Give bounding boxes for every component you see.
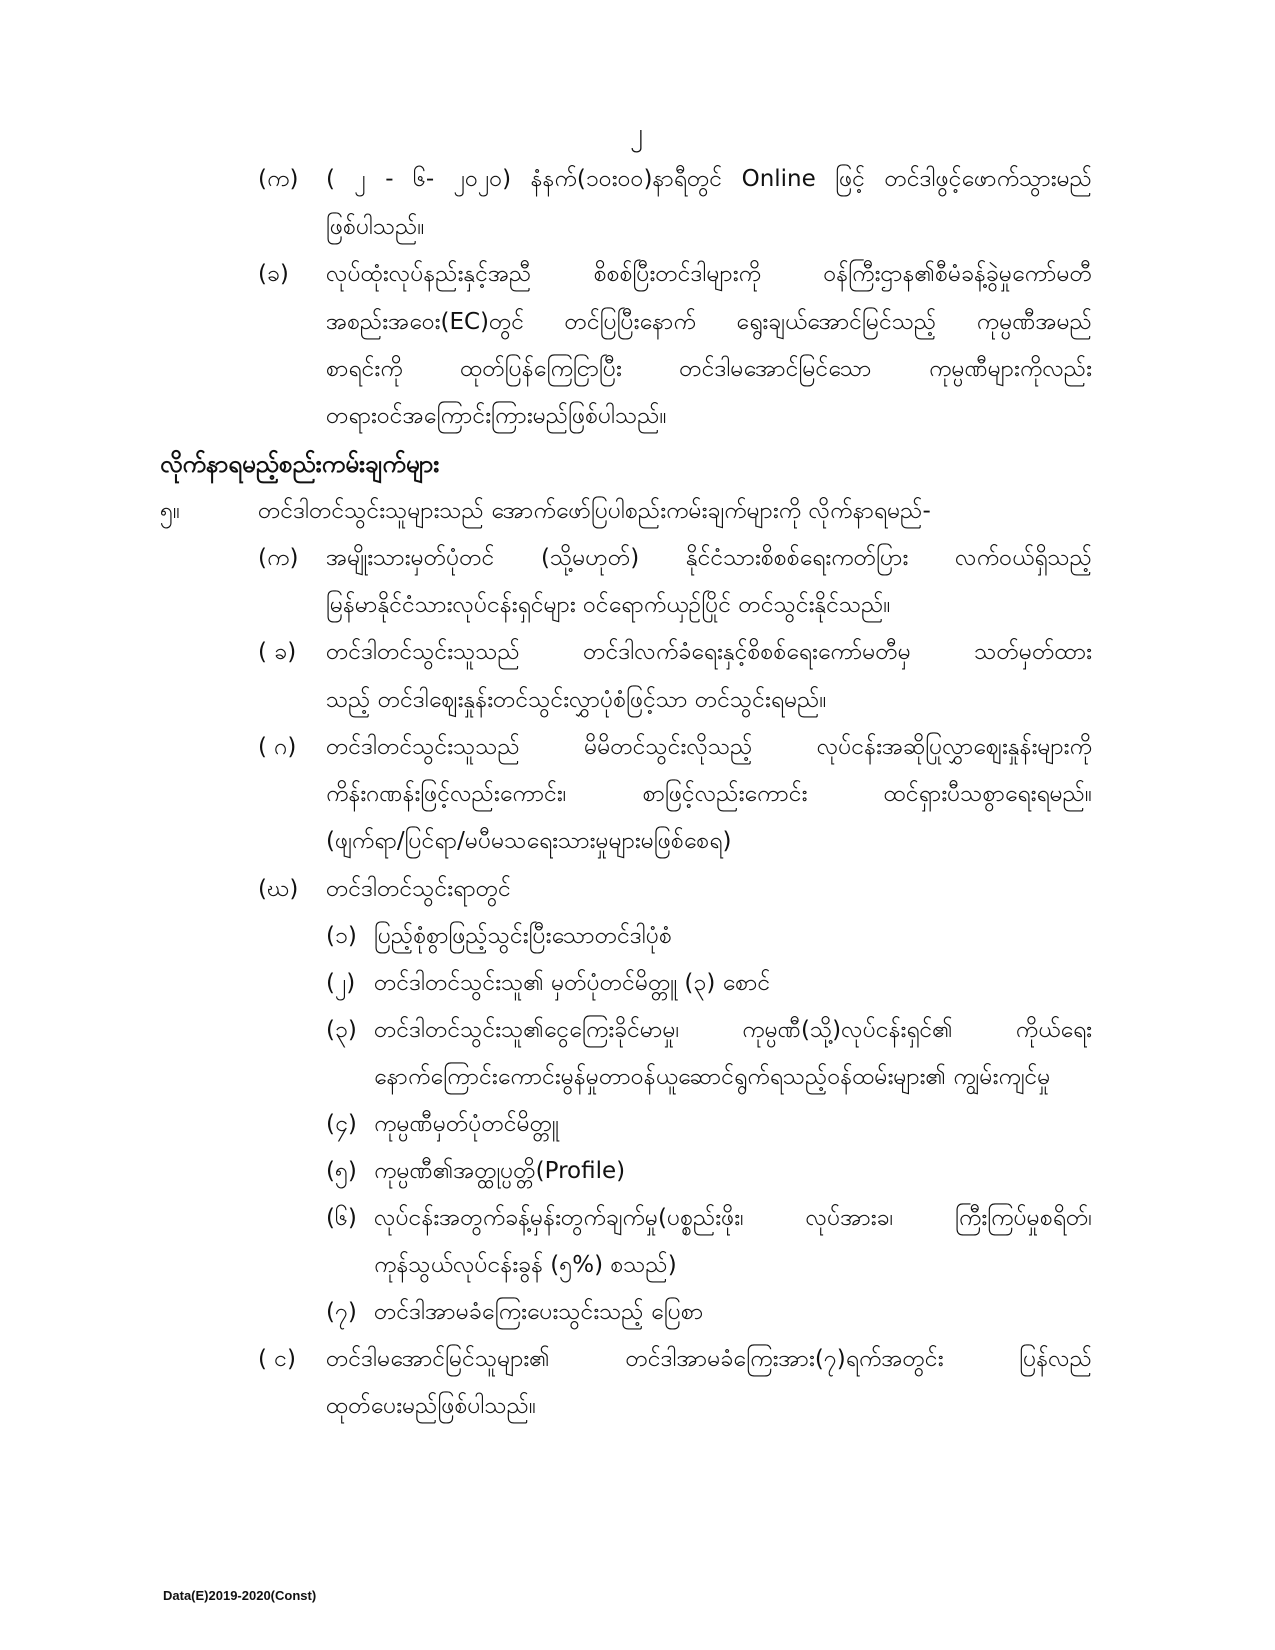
list-item: တင်ဒါတင်သွင်းသူ၏ငွေကြေးခိုင်မာမှု၊ ကုမ္ပဏီ(သို့)လုပ်ငန်းရှင်၏ ကိုယ်ရေး xyxy=(374,1017,1092,1043)
item-label-ka: (က) xyxy=(258,545,299,571)
paragraph-line: ဖြစ်ပါသည်။ xyxy=(326,214,425,240)
paragraph-line: အစည်းအဝေး(EC)တွင် တင်ပြပြီးနောက် ရွေးချယ်အောင်မြင်သည့် ကုမ္ပဏီအမည် xyxy=(326,309,1092,335)
paragraph-line: တင်ဒါတင်သွင်းသူသည် မိမိတင်သွင်းလိုသည့် လုပ်ငန်းအဆိုပြုလွှာဈေးနှုန်းများကို xyxy=(326,734,1092,760)
list-number: (၃) xyxy=(326,1017,357,1043)
item-label-kha: (ခ) xyxy=(258,261,289,287)
paragraph-line: တင်ဒါမအောင်မြင်သူများ၏ တင်ဒါအာမခံကြေးအား(၇)ရက်အတွင်း ပြန်လည် xyxy=(326,1346,1092,1372)
list-item-continuation: ကုန်သွယ်လုပ်ငန်းခွန် (၅%) စသည်) xyxy=(374,1252,677,1278)
document-footer-code: Data(E)2019-2020(Const) xyxy=(163,1588,317,1603)
list-number: (၅) xyxy=(326,1158,357,1184)
list-number: (၄) xyxy=(326,1111,357,1137)
list-number: (၂) xyxy=(326,970,356,996)
section-intro: တင်ဒါတင်သွင်းသူများသည် အောက်ဖော်ပြပါစည်းကမ်းချက်များကို လိုက်နာရမည်- xyxy=(258,498,931,524)
item-label-ka: (က) xyxy=(258,166,299,192)
list-item: ကုမ္ပဏီမှတ်ပုံတင်မိတ္တူ xyxy=(374,1111,559,1137)
page-number: ၂ xyxy=(630,118,643,148)
list-item: တင်ဒါအာမခံကြေးပေးသွင်းသည့် ပြေစာ xyxy=(374,1299,704,1325)
section-heading: လိုက်နာရမည့်စည်းကမ်းချက်များ xyxy=(160,450,440,478)
list-item: ပြည့်စုံစွာဖြည့်သွင်းပြီးသောတင်ဒါပုံစံ xyxy=(374,923,672,949)
paragraph-line: တရားဝင်အကြောင်းကြားမည်ဖြစ်ပါသည်။ xyxy=(326,403,667,429)
paragraph-line: သည့် တင်ဒါဈေးနှုန်းတင်သွင်းလွှာပုံစံဖြင့်သာ တင်သွင်းရမည်။ xyxy=(326,687,827,713)
list-item: တင်ဒါတင်သွင်းသူ၏ မှတ်ပုံတင်မိတ္တူ (၃) စောင် xyxy=(374,970,771,996)
list-number: (၇) xyxy=(326,1299,357,1325)
paragraph-line: လုပ်ထုံးလုပ်နည်းနှင့်အညီ စိစစ်ပြီးတင်ဒါများကို ဝန်ကြီးဌာန၏စီမံခန့်ခွဲမှုကော်မတီ xyxy=(326,261,1092,287)
list-item: ကုမ္ပဏီ၏အတ္ထုပ္ပတ္တိ(Profile) xyxy=(374,1158,626,1184)
paragraph-line: ကိန်းဂဏန်းဖြင့်လည်းကောင်း၊ စာဖြင့်လည်းကောင်း ထင်ရှားပီသစွာရေးရမည်။ xyxy=(326,781,1092,807)
paragraph-line: မြန်မာနိုင်ငံသားလုပ်ငန်းရှင်များ ဝင်ရောက်ယှဉ်ပြိုင် တင်သွင်းနိုင်သည်။ xyxy=(326,592,891,618)
item-label-kha: ( ခ) xyxy=(258,639,297,665)
item-label-ga: ( ဂ) xyxy=(258,734,297,760)
section-number: ၅။ xyxy=(160,498,180,524)
paragraph-line: တင်ဒါတင်သွင်းသူသည် တင်ဒါလက်ခံရေးနှင့်စိစစ်ရေးကော်မတီမှ သတ်မှတ်ထား xyxy=(326,639,1092,665)
list-item: လုပ်ငန်းအတွက်ခန့်မှန်းတွက်ချက်မှု(ပစ္စည်းဖိုး၊ လုပ်အားခ၊ ကြီးကြပ်မှုစရိတ်၊ xyxy=(374,1205,1092,1231)
list-number: (၁) xyxy=(326,923,357,949)
item-label-gha: (ဃ) xyxy=(258,876,299,902)
list-number: (၆) xyxy=(326,1205,357,1231)
paragraph-line: ( ၂ - ၆- ၂၀၂၀) နံနက်(၁၀း၀၀)နာရီတွင် Online ဖြင့် တင်ဒါဖွင့်ဖောက်သွားမည် xyxy=(326,166,1092,192)
paragraph-line: (ဖျက်ရာ/ပြင်ရာ/မပီမသရေးသားမှုများမဖြစ်စေရ) xyxy=(326,828,732,854)
subsection-title: တင်ဒါတင်သွင်းရာတွင် xyxy=(326,876,511,902)
list-item-continuation: နောက်ကြောင်းကောင်းမွန်မှုတာဝန်ယူဆောင်ရွက်ရသည့်ဝန်ထမ်းများ၏ ကျွမ်းကျင်မှု xyxy=(374,1064,1051,1090)
paragraph-line: စာရင်းကို ထုတ်ပြန်ကြေငြာပြီး တင်ဒါမအောင်မြင်သော ကုမ္ပဏီများကိုလည်း xyxy=(326,356,1092,382)
paragraph-line: ထုတ်ပေးမည်ဖြစ်ပါသည်။ xyxy=(326,1393,536,1419)
item-label-nga: ( င) xyxy=(258,1346,297,1372)
paragraph-line: အမျိုးသားမှတ်ပုံတင် (သို့မဟုတ်) နိုင်ငံသားစိစစ်ရေးကတ်ပြား လက်ဝယ်ရှိသည့် xyxy=(326,545,1092,571)
